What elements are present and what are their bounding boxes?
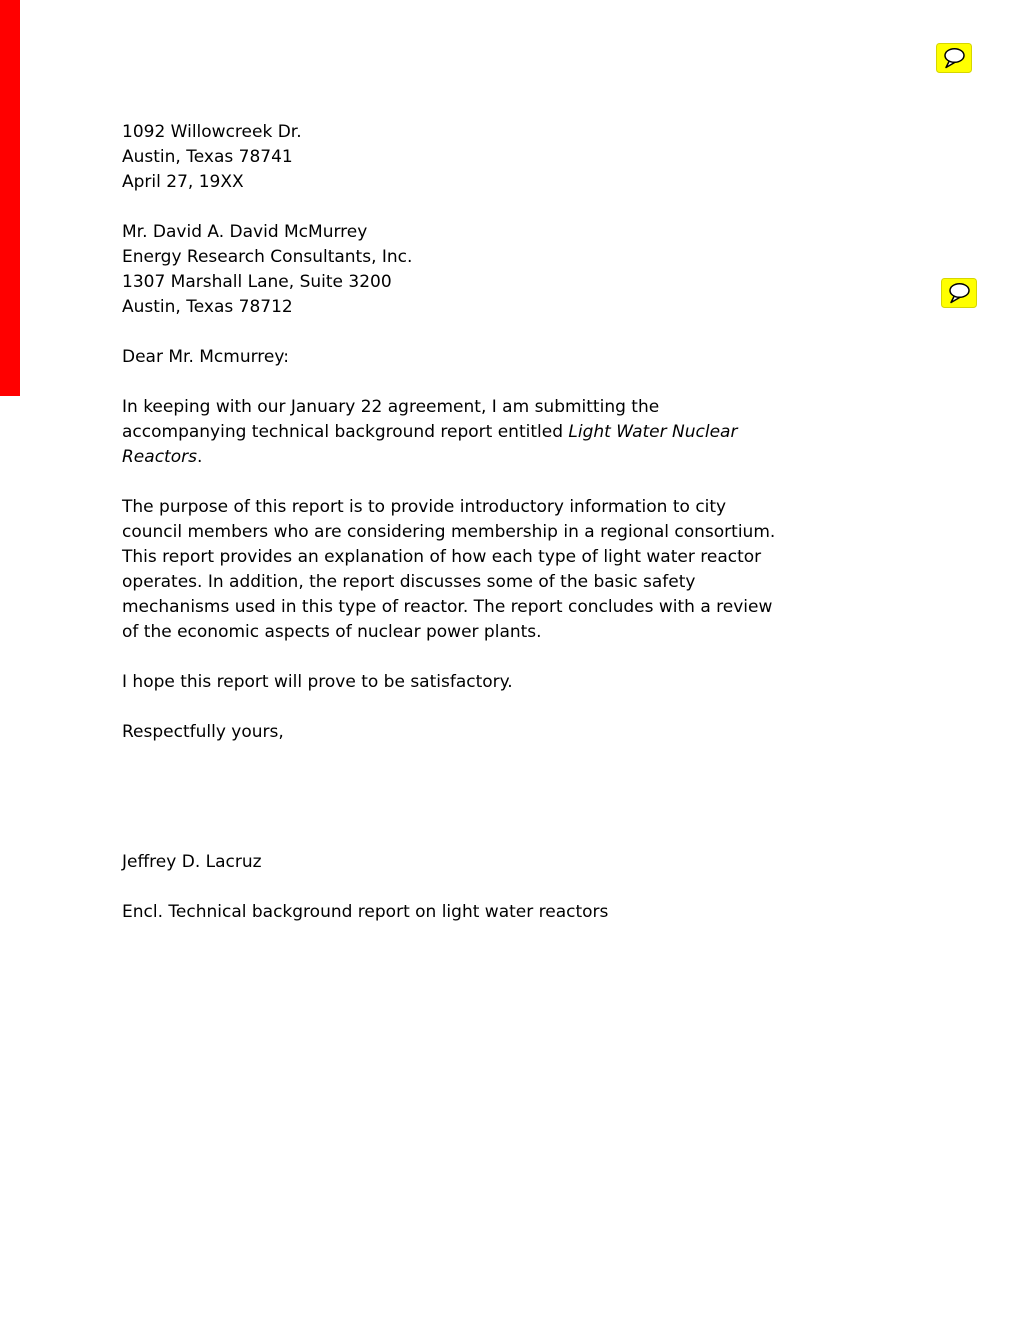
paragraph-1-line-3 bbox=[122, 445, 934, 470]
paragraph-2-line-2: council members who are considering membership in a regional consortium. bbox=[122, 522, 776, 542]
paragraph-2-line-4: operates. In addition, the report discusses some of the basic safety bbox=[122, 572, 696, 592]
paragraph-2-line-3: This report provides an explanation of how each type of light water reactor bbox=[122, 547, 762, 567]
sentence-period: . bbox=[196, 447, 203, 467]
comment-annotation-top[interactable] bbox=[936, 43, 972, 73]
recipient-company: Energy Research Consultants, Inc. bbox=[122, 247, 413, 267]
enclosure-note: Encl. Technical background report on light water reactors bbox=[122, 902, 609, 922]
paragraph-2-line-5: mechanisms used in this type of reactor. The report concludes with a review bbox=[122, 597, 773, 617]
letter-body bbox=[122, 120, 934, 950]
sender-city: Austin, Texas 78741 bbox=[122, 147, 293, 167]
paragraph-1 bbox=[122, 395, 934, 470]
recipient-address-block bbox=[122, 220, 934, 320]
paragraph-1-line-2 bbox=[122, 420, 934, 445]
recipient-street: 1307 Marshall Lane, Suite 3200 bbox=[122, 272, 392, 292]
speech-bubble-icon bbox=[941, 278, 977, 308]
letter-date: April 27, 19XX bbox=[122, 172, 244, 192]
paragraph-3: I hope this report will prove to be satisfactory. bbox=[122, 672, 513, 692]
report-title-italic: Light Water Nuclear bbox=[568, 422, 738, 442]
signature-name: Jeffrey D. Lacruz bbox=[122, 852, 262, 872]
sender-street: 1092 Willowcreek Dr. bbox=[122, 122, 302, 142]
report-intro-text: accompanying technical background report entitled bbox=[122, 422, 569, 442]
paragraph-2-line-6: of the economic aspects of nuclear power plants. bbox=[122, 622, 542, 642]
salutation: Dear Mr. Mcmurrey: bbox=[122, 347, 289, 367]
sender-address-block bbox=[122, 120, 934, 195]
recipient-name: Mr. David A. David McMurrey bbox=[122, 222, 368, 242]
speech-bubble-icon bbox=[936, 43, 972, 73]
comment-annotation-middle[interactable] bbox=[941, 278, 977, 308]
recipient-city: Austin, Texas 78712 bbox=[122, 297, 293, 317]
paragraph-1-line-1: In keeping with our January 22 agreement, I am submitting the bbox=[122, 397, 660, 417]
paragraph-2-line-1: The purpose of this report is to provide introductory information to city bbox=[122, 497, 727, 517]
closing: Respectfully yours, bbox=[122, 722, 284, 742]
paragraph-2 bbox=[122, 495, 934, 645]
report-title-italic-continued: Reactors bbox=[122, 447, 197, 467]
left-margin-highlight-bar bbox=[0, 0, 20, 396]
